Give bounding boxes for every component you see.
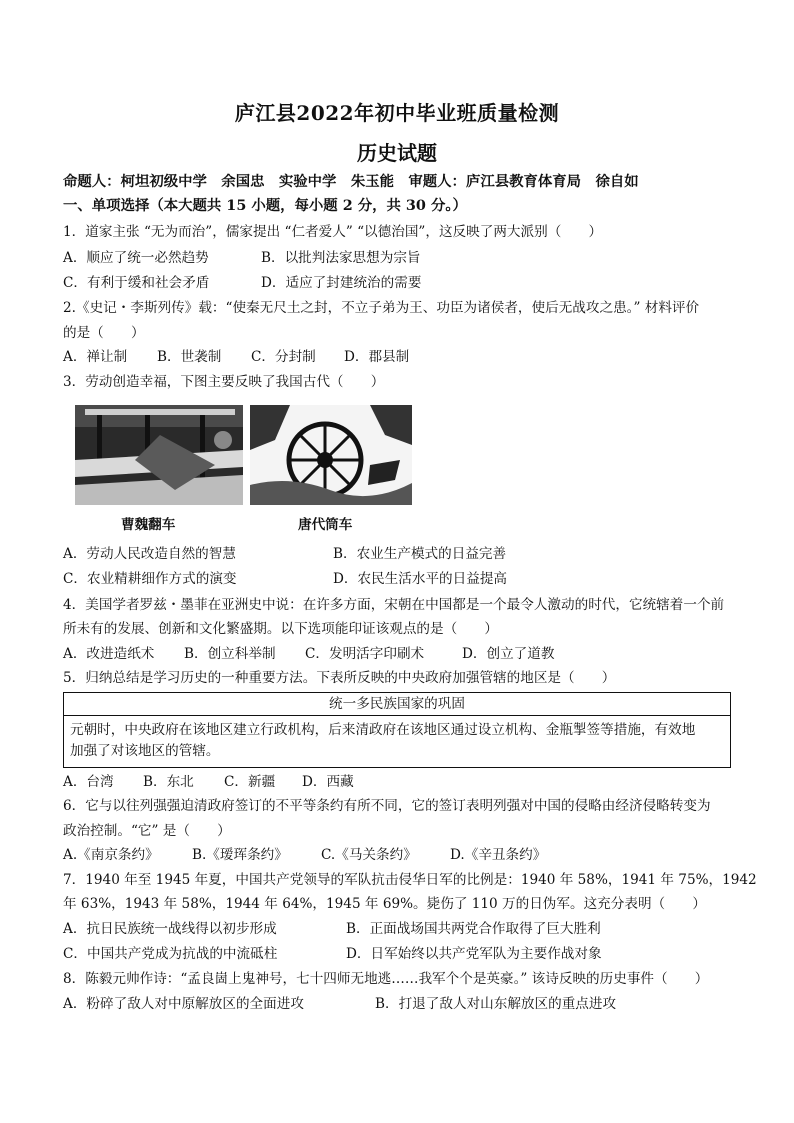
q3-option-c: C．农业精耕细作方式的演变: [63, 571, 237, 587]
q3-stem: 3．劳动创造幸福，下图主要反映了我国古代（ ）: [63, 374, 385, 390]
q5-option-c: C．新疆: [224, 774, 276, 790]
q5-table-line2: 加强了对该地区的管辖。: [70, 743, 220, 759]
q5-table-line1: 元朝时，中央政府在该地区建立行政机构，后来清政府在该地区通过设立机构、金瓶掣签等措施，有效地: [70, 722, 696, 738]
q3-option-d: D．农民生活水平的日益提高: [333, 571, 508, 587]
q7-option-a: A．抗日民族统一战线得以初步形成: [63, 921, 277, 937]
q8-option-a: A．粉碎了敌人对中原解放区的全面进攻: [63, 996, 304, 1012]
q6-option-b: B.《瑷珲条约》: [192, 847, 288, 863]
q6-option-a: A.《南京条约》: [63, 847, 159, 863]
q2-option-b: B．世袭制: [157, 349, 222, 365]
q1-stem: 1．道家主张 “无为而治”，儒家提出 “仁者爱人” “以德治国”，这反映了两大派别（ ）: [63, 224, 603, 240]
q3-option-a: A．劳动人民改造自然的智慧: [63, 546, 236, 562]
q7-option-b: B．正面战场国共两党合作取得了巨大胜利: [346, 921, 601, 937]
q4-stem-line1: 4．美国学者罗兹・墨菲在亚洲史中说：在许多方面，宋朝在中国都是一个最令人激动的时代，它统辖着一个前: [63, 597, 725, 613]
q2-option-d: D．郡县制: [344, 349, 410, 365]
caption-tangdai-tongche: 唐代筒车: [298, 517, 353, 533]
q1-option-d: D．适应了封建统治的需要: [261, 275, 422, 291]
q7-option-d: D．日军始终以共产党军队为主要作战对象: [346, 946, 602, 962]
q1-option-a: A．顺应了统一必然趋势: [63, 250, 209, 266]
q5-table-title: 统一多民族国家的巩固: [64, 693, 730, 716]
authors-line: 命题人：柯坦初级中学 余国忠 实验中学 朱玉能 审题人：庐江县教育体育局 徐自如: [63, 173, 639, 190]
tongche-illustration: [250, 405, 412, 505]
q3-option-b: B．农业生产模式的日益完善: [333, 546, 507, 562]
q4-option-a: A．改进造纸术: [63, 646, 155, 662]
q1-option-b: B．以批判法家思想为宗旨: [261, 250, 421, 266]
q1-option-c: C．有利于缓和社会矛盾: [63, 275, 210, 291]
q6-stem-line2: 政治控制。“它” 是（ ）: [63, 823, 231, 839]
caption-caowei-fanche: 曹魏翻车: [121, 517, 176, 533]
q5-stem: 5．归纳总结是学习历史的一种重要方法。下表所反映的中央政府加强管辖的地区是（ ）: [63, 670, 616, 686]
q4-option-d: D．创立了道教: [462, 646, 555, 662]
q5-option-d: D．西藏: [302, 774, 354, 790]
q5-table-body: [64, 716, 730, 766]
q5-option-b: B．东北: [143, 774, 194, 790]
fanche-illustration: [75, 405, 243, 505]
section-heading: 一、单项选择（本大题共 15 小题，每小题 2 分，共 30 分。）: [63, 197, 467, 214]
q5-option-a: A．台湾: [63, 774, 114, 790]
q7-option-c: C．中国共产党成为抗战的中流砥柱: [63, 946, 278, 962]
tangdai-tongche-image: [250, 405, 412, 505]
exam-subtitle: 历史试题: [357, 141, 437, 165]
q2-stem-line2: 的是（ ）: [63, 325, 145, 341]
caowei-fanche-image: [75, 405, 243, 505]
q2-stem-line1: 2.《史记・李斯列传》载：“使秦无尺土之封，不立子弟为王、功臣为诸侯者，使后无战攻之患。” 材料评价: [63, 300, 700, 316]
q4-stem-line2: 所未有的发展、创新和文化繁盛期。以下选项能印证该观点的是（ ）: [63, 621, 498, 637]
q6-option-c: C.《马关条约》: [321, 847, 417, 863]
q7-stem-line2: 年 63%，1943 年 58%，1944 年 64%，1945 年 69%。毙伤了 110 万的日伪军。这充分表明（ ）: [63, 896, 706, 912]
q5-table: [63, 692, 731, 768]
q6-option-d: D.《辛丑条约》: [450, 847, 547, 863]
q2-option-a: A．禅让制: [63, 349, 128, 365]
q4-option-b: B．创立科举制: [184, 646, 276, 662]
q8-stem: 8．陈毅元帅作诗：“孟良崮上鬼神号，七十四师无地逃……我军个个是英豪。” 该诗反映的历史事件（ ）: [63, 971, 709, 987]
q4-option-c: C．发明活字印刷术: [305, 646, 425, 662]
q7-stem-line1: 7．1940 年至 1945 年夏，中国共产党领导的军队抗击侵华日军的比例是：1940 年 58%，1941 年 75%，1942: [63, 872, 757, 888]
q2-option-c: C．分封制: [251, 349, 316, 365]
exam-title: 庐江县2022年初中毕业班质量检测: [234, 101, 560, 125]
q8-option-b: B．打退了敌人对山东解放区的重点进攻: [375, 996, 617, 1012]
q6-stem-line1: 6．它与以往列强强迫清政府签订的不平等条约有所不同，它的签订表明列强对中国的侵略由经济侵略转变为: [63, 798, 711, 814]
